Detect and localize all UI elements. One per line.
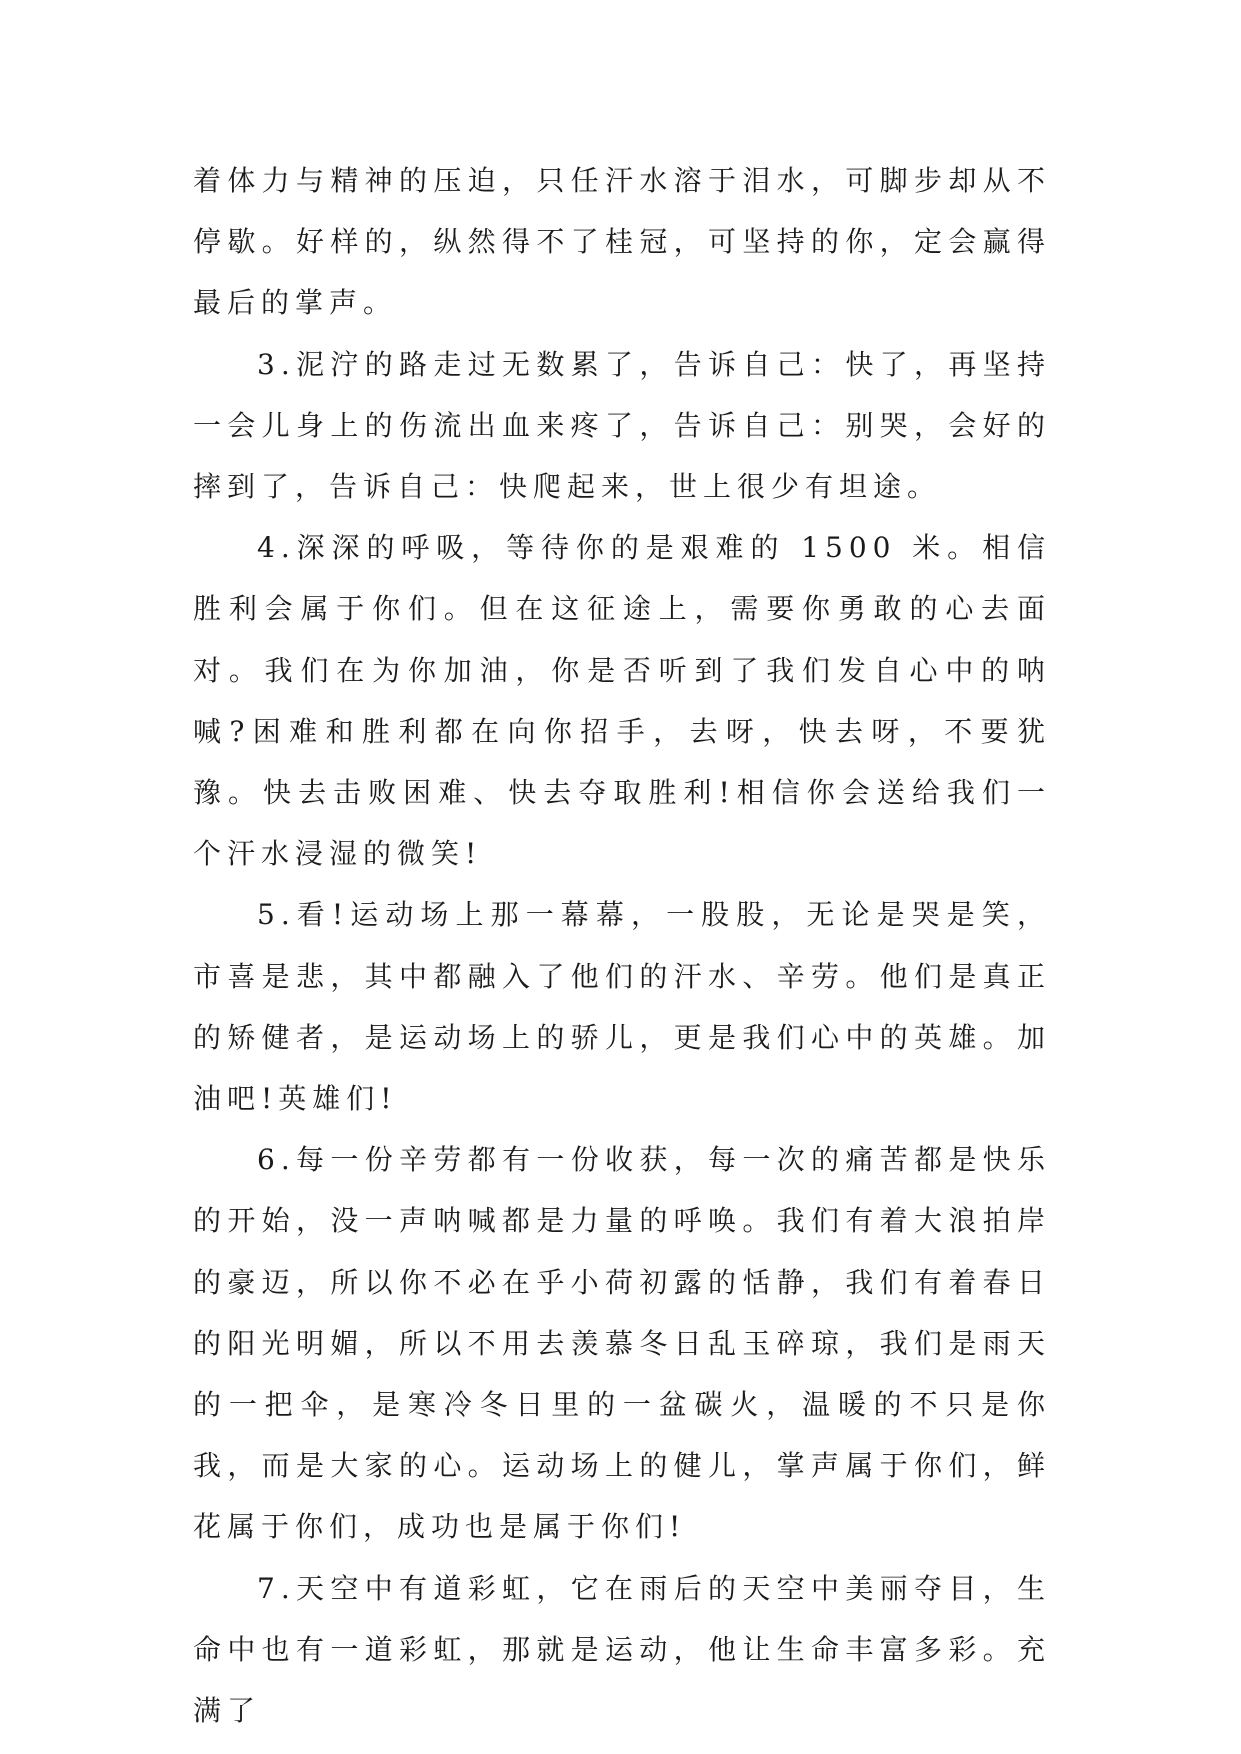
document-page xyxy=(193,150,1051,1741)
paragraph-3: 3.泥泞的路走过无数累了，告诉自己：快了，再坚持一会儿身上的伤流出血来疼了，告诉自己：别哭，会好的摔到了，告诉自己：快爬起来，世上很少有坦途。 xyxy=(193,347,1051,504)
paragraph-4: 4.深深的呼吸，等待你的是艰难的 1500 米。相信胜利会属于你们。但在这征途上，需要你勇敢的心去面对。我们在为你加油，你是否听到了我们发自心中的呐喊?困难和胜利都在向你招手，去呀，快去呀，不要犹豫。快去击败困难、快去夺取胜利!相信你会送给我们一个汗水浸湿的微笑! xyxy=(193,531,1051,871)
paragraph-7: 7.天空中有道彩虹，它在雨后的天空中美丽夺目，生命中也有一道彩虹，那就是运动，他让生命丰富多彩。充满了 xyxy=(193,1571,1051,1728)
paragraph-6: 6.每一份辛劳都有一份收获，每一次的痛苦都是快乐的开始，没一声呐喊都是力量的呼唤。我们有着大浪拍岸的豪迈，所以你不必在乎小荷初露的恬静，我们有着春日的阳光明媚，所以不用去羡慕冬日乱玉碎琼，我们是雨天的一把伞，是寒冷冬日里的一盆碳火，温暖的不只是你我，而是大家的心。运动场上的健儿，掌声属于你们，鲜花属于你们，成功也是属于你们! xyxy=(193,1143,1051,1544)
paragraph-5: 5.看!运动场上那一幕幕，一股股，无论是哭是笑，市喜是悲，其中都融入了他们的汗水、辛劳。他们是真正的矫健者，是运动场上的骄儿，更是我们心中的英雄。加油吧!英雄们! xyxy=(193,898,1051,1116)
paragraph-continuation: 着体力与精神的压迫，只任汗水溶于泪水，可脚步却从不停歇。好样的，纵然得不了桂冠，可坚持的你，定会赢得最后的掌声。 xyxy=(193,164,1051,320)
